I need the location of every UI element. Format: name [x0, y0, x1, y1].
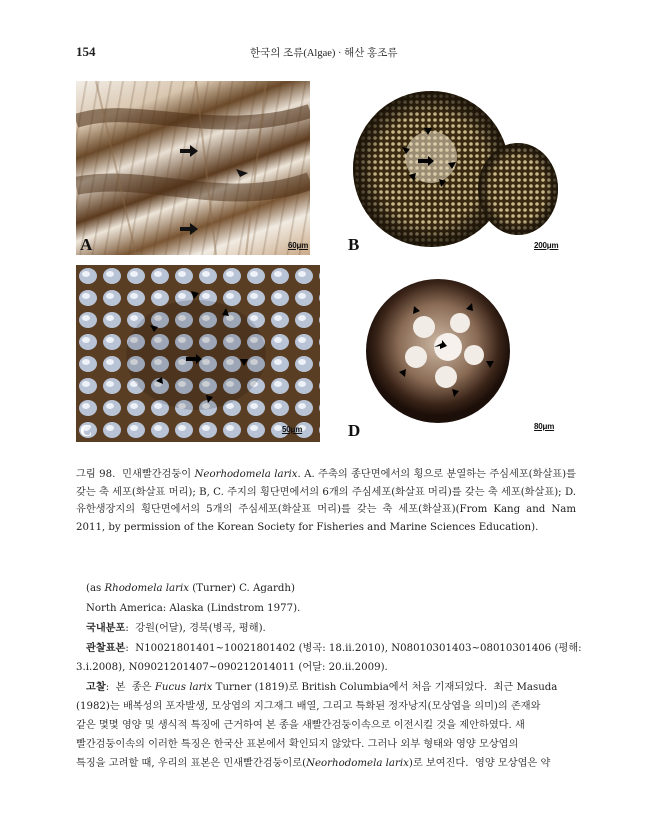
- remarks-line-1: 고찰: 본 종은 Fucus larix Turner (1819)로 British Columbia에서 처음 기재되었다. 최근 Masuda: [86, 681, 558, 693]
- synonym-line: (as Rhodomela larix (Turner) C. Agardh): [86, 583, 295, 594]
- remarks-line-3: 같은 몇몇 영양 및 생식적 특징에 근거하여 본 종을 새빨간검둥이속으로 이전시킬 것을 제안하였다. 새: [76, 720, 525, 731]
- scale-bar-c: 50μm: [282, 425, 303, 434]
- running-head: 한국의 조류(Algae) · 해산 홍조류: [250, 48, 398, 59]
- scale-bar-a: 60μm: [288, 241, 309, 250]
- caption-text: . A. 주축의 종단면에서의 횡으로 분열하는 주심세포(화살표)를 갖는 축 세포(화살표 머리); B, C. 주지의 횡단면에서의 6개의 주심세포(화살표 머리)를 갖는 축 세포(화살표); D. 유한생장지의 횡단면에서의 5개의 주심세포(화살표 머리)를 갖는 축 세포(화살표)(From Kang and Nam 2011, by permission of the Korean Society for Fisheries and Marine Sciences Education).: [76, 469, 576, 533]
- caption-lead: 그림 98. 민새빨간검둥이: [76, 469, 195, 480]
- specimens-line-1: 관찰표본: N10021801401~10021801402 (병곡: 18.ii.2010), N08010301403~08010301406 (평해:: [86, 642, 582, 654]
- remarks-line-4: 빨간검둥이속의 이러한 특징은 한국산 표본에서 확인되지 않았다. 그러나 외부 형태와 영양 모상엽의: [76, 739, 519, 750]
- scale-bar-d: 80μm: [534, 422, 555, 431]
- panel-d-micrograph: [336, 265, 576, 442]
- remarks-line-5: 특징을 고려할 때, 우리의 표본은 민새빨간검둥이로(Neorhodomela larix)로 보여진다. 영양 모상엽은 약: [76, 758, 551, 769]
- scale-bar-b: 200μm: [534, 241, 559, 250]
- panel-letter-c: C: [80, 421, 93, 440]
- specimens-line-2: 3.i.2008), N09021201407~090212014011 (어달: 20.ii.2009).: [76, 662, 388, 673]
- distribution-abroad: North America: Alaska (Lindstrom 1977).: [86, 603, 301, 614]
- page-number: 154: [76, 44, 96, 59]
- panel-letter-d: D: [348, 421, 361, 440]
- figure-panel-d: [336, 265, 576, 442]
- figure-panel-a: [76, 81, 310, 255]
- caption-species: Neorhodomela larix: [194, 469, 298, 480]
- panel-a-micrograph: [76, 81, 310, 255]
- figure-panel-c: [76, 265, 320, 442]
- domestic-distribution: 국내분포: 강원(어달), 경북(병곡, 평해).: [86, 622, 266, 634]
- panel-c-micrograph: [76, 265, 320, 442]
- remarks-line-2: (1982)는 배복성의 포자발생, 모상엽의 지그재그 배열, 그리고 특화된 정자낭지(모상엽을 의미)의 존재와: [76, 701, 541, 712]
- panel-letter-b: B: [348, 235, 360, 254]
- panel-b-micrograph: [336, 81, 576, 255]
- figure-caption: [76, 466, 576, 536]
- panel-letter-a: A: [80, 235, 93, 254]
- figure-panel-b: [336, 81, 576, 255]
